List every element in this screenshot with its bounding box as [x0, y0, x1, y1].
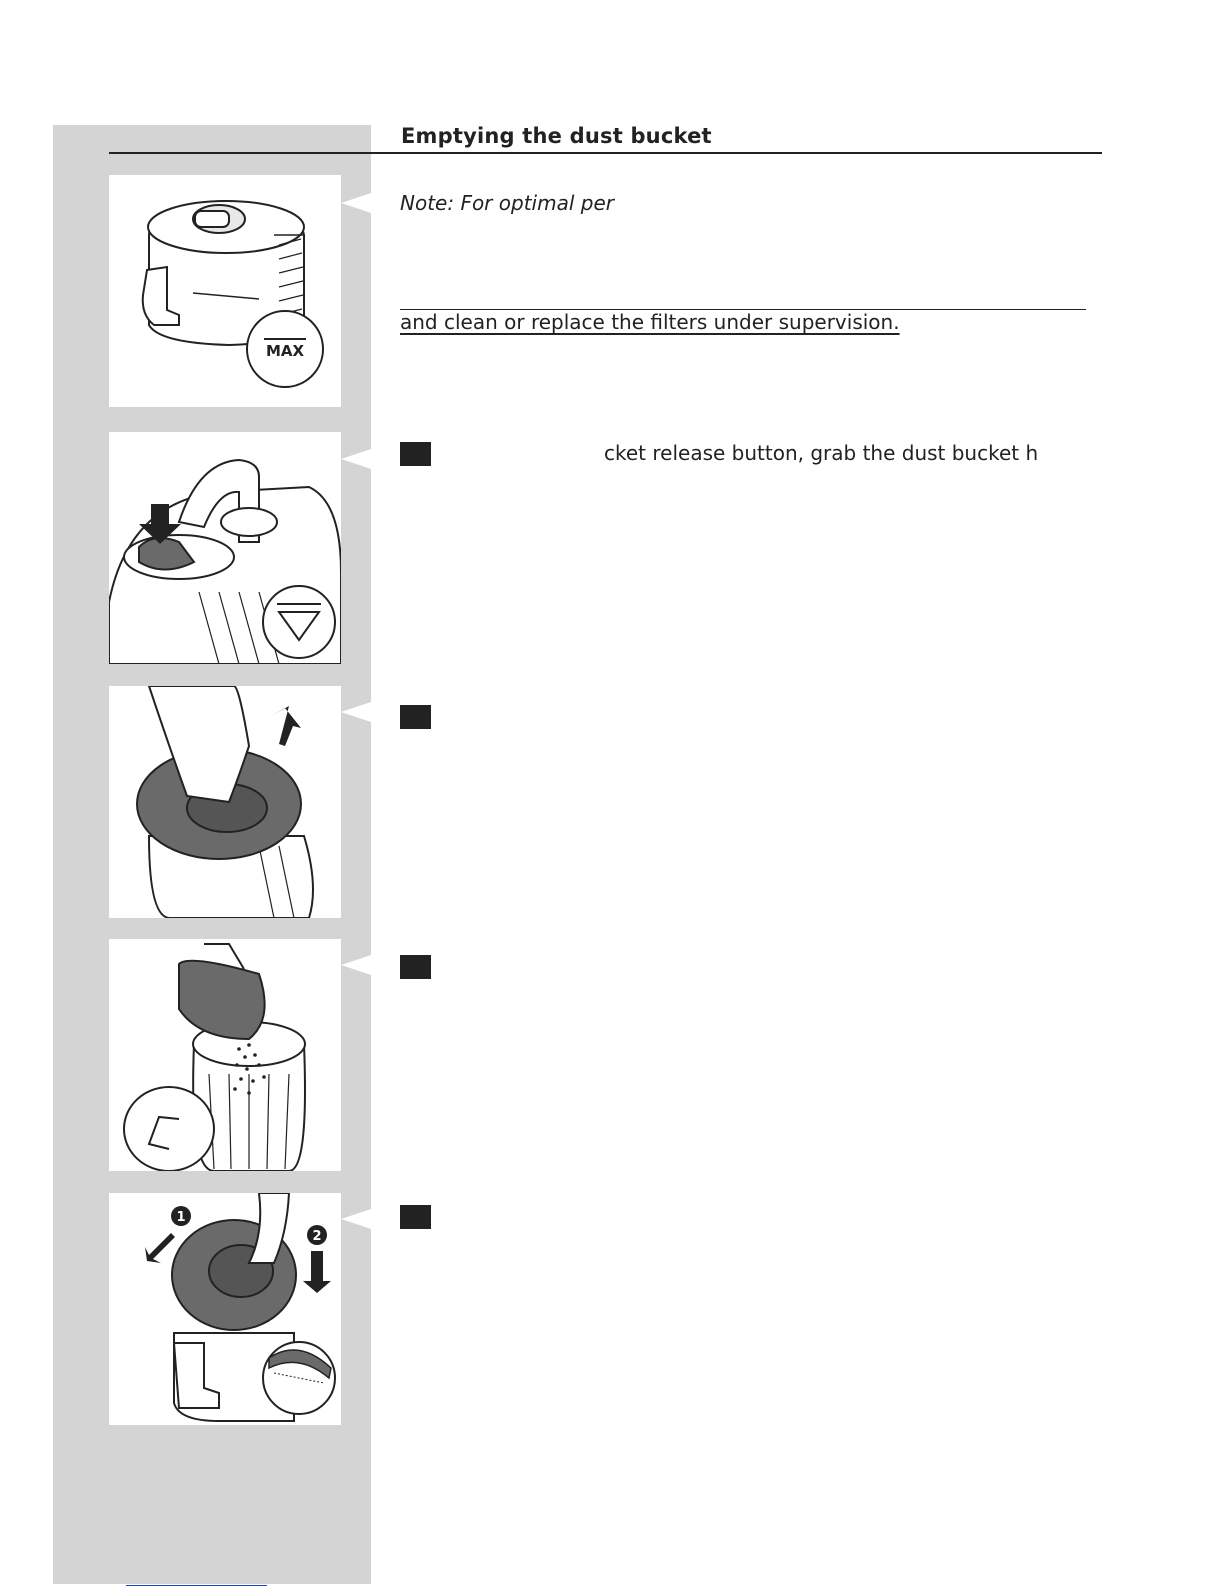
max-label: MAX [265, 342, 305, 360]
warning-text: and clean or replace the filters under supervision. [400, 310, 900, 334]
figure-empty-into-bin [109, 939, 341, 1171]
step-number-box [400, 442, 431, 466]
step-number-box [400, 705, 431, 729]
step-badge-1: 1 [176, 1210, 186, 1225]
note-text: Note: For optimal per [400, 191, 614, 215]
figure-press-release-button [109, 432, 341, 664]
panel-pointer [341, 193, 371, 213]
panel-pointer [341, 702, 371, 722]
panel-pointer [341, 1209, 371, 1229]
figure-lift-bucket [109, 686, 341, 918]
figure-dust-bucket-max-level [109, 175, 341, 407]
figure-reattach-bucket [109, 1193, 341, 1425]
step-badge-2: 2 [312, 1229, 322, 1244]
step-number-box [400, 955, 431, 979]
panel-pointer [341, 449, 371, 469]
step-1-text: cket release button, grab the dust bucket h [604, 441, 1039, 465]
panel-pointer [341, 955, 371, 975]
title-divider [109, 152, 1102, 154]
step-number-box [400, 1205, 431, 1229]
section-title: Emptying the dust bucket [401, 124, 712, 148]
